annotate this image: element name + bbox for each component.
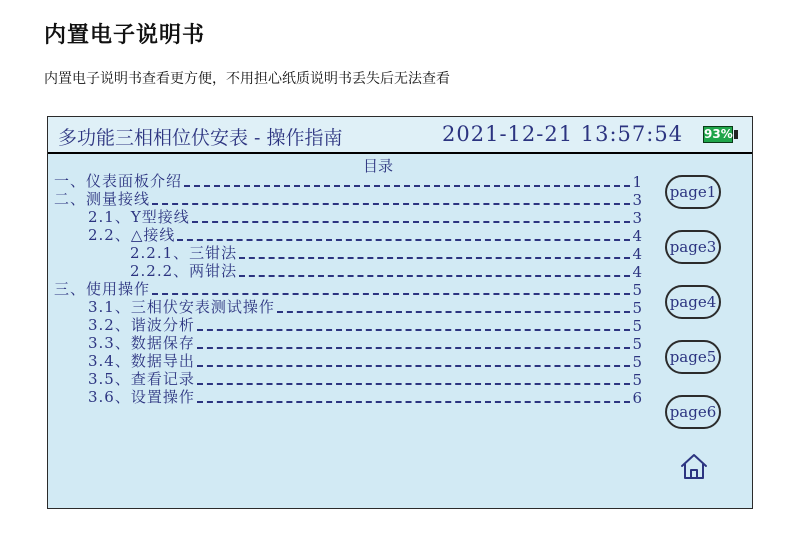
toc-item-page: 5 [632, 281, 642, 299]
toc-item-label: 2.2、△接线 [88, 226, 176, 244]
toc-item-page: 6 [632, 389, 642, 407]
screen-title: 多功能三相相位伏安表 - 操作指南 [58, 127, 343, 149]
toc-item-page: 5 [632, 353, 642, 371]
toc-heading: 目录 [362, 157, 393, 175]
toc-leader [197, 401, 631, 403]
toc-item-label: 3.5、查看记录 [88, 370, 195, 388]
toc-item[interactable] [130, 263, 642, 281]
toc-leader [152, 203, 630, 205]
toc-leader [177, 239, 630, 241]
home-icon[interactable] [679, 452, 709, 480]
toc-item-page: 5 [632, 335, 642, 353]
toc-leader [197, 329, 631, 331]
page-heading: 内置电子说明书 [44, 23, 206, 48]
page5-button[interactable]: page5 [665, 340, 721, 374]
toc-item-page: 3 [632, 209, 642, 227]
toc-item[interactable] [88, 389, 642, 407]
battery-tip [734, 130, 738, 139]
toc-leader [197, 347, 631, 349]
toc-item-label: 3.3、数据保存 [88, 334, 195, 352]
toc-item-page: 5 [632, 371, 642, 389]
toc-item-label: 3.1、三相伏安表测试操作 [88, 298, 275, 316]
status-bar [48, 117, 752, 154]
toc-leader [152, 293, 630, 295]
toc-item-page: 1 [632, 173, 642, 191]
toc-leader [239, 257, 630, 259]
toc-item-label: 2.2.2、两钳法 [130, 262, 238, 280]
battery-icon: 93% [704, 127, 733, 141]
toc-item-label: 2.2.1、三钳法 [130, 244, 238, 262]
toc-item-label: 一、仪表面板介绍 [54, 172, 183, 190]
toc-item-label: 三、使用操作 [54, 280, 151, 298]
page-subtitle: 内置电子说明书查看更方便，不用担心纸质说明书丢失后无法查看 [44, 71, 450, 87]
toc-item-page: 4 [632, 227, 642, 245]
toc-item-page: 5 [632, 317, 642, 335]
toc-item-label: 3.4、数据导出 [88, 352, 195, 370]
toc-leader [192, 221, 631, 223]
toc-item-page: 4 [632, 245, 642, 263]
page4-button[interactable]: page4 [665, 285, 721, 319]
toc-item-label: 3.2、谐波分析 [88, 316, 195, 334]
page6-button[interactable]: page6 [665, 395, 721, 429]
toc-item-label: 3.6、设置操作 [88, 388, 195, 406]
toc-item-page: 3 [632, 191, 642, 209]
toc-leader [197, 365, 631, 367]
toc-leader [197, 383, 631, 385]
datetime: 2021-12-21 13:57:54 [442, 122, 684, 146]
page1-button[interactable]: page1 [665, 175, 721, 209]
page3-button[interactable]: page3 [665, 230, 721, 264]
toc-item-label: 二、测量接线 [54, 190, 151, 208]
toc-leader [239, 275, 630, 277]
toc-leader [184, 185, 630, 187]
toc-item-label: 2.1、Y型接线 [88, 208, 190, 226]
toc-item-page: 4 [632, 263, 642, 281]
toc-item-page: 5 [632, 299, 642, 317]
toc-leader [277, 311, 631, 313]
device-screen [47, 116, 753, 509]
